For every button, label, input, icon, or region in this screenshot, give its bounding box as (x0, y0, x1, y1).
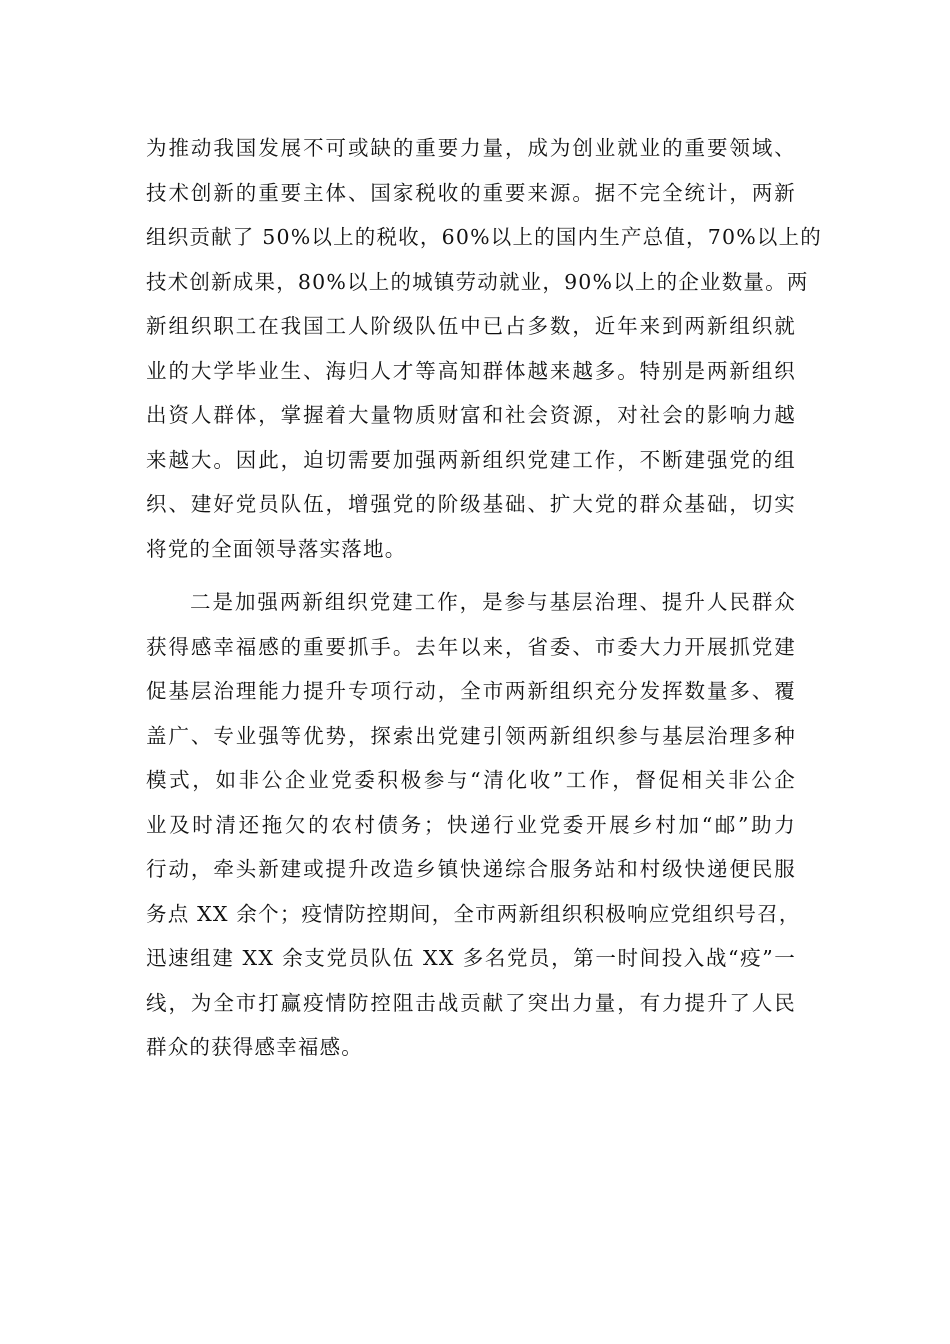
text-line: 促基层治理能力提升专项行动，全市两新组织充分发挥数量多、覆 (146, 679, 796, 703)
text-line: 务点 XX 余个；疫情防控期间，全市两新组织积极响应党组织号召， (146, 901, 801, 926)
text-line: 技术创新成果，80%以上的城镇劳动就业，90%以上的企业数量。两 (146, 269, 809, 294)
text-line: 技术创新的重要主体、国家税收的重要来源。据不完全统计，两新 (146, 180, 796, 205)
paragraph-1 (146, 126, 823, 571)
text-line: 盖广、专业强等优势，探索出党建引领两新组织参与基层治理多种 (146, 723, 796, 748)
document-body (146, 126, 823, 1070)
text-line: 为推动我国发展不可或缺的重要力量，成为创业就业的重要领域、 (146, 136, 796, 160)
text-line: 迅速组建 XX 余支党员队伍 XX 多名党员，第一时间投入战“疫”一 (146, 946, 796, 970)
text-line: 群众的获得感幸福感。 (146, 1035, 363, 1059)
text-line: 二是加强两新组织党建工作，是参与基层治理、提升人民群众 (190, 590, 796, 614)
text-line: 来越大。因此，迫切需要加强两新组织党建工作，不断建强党的组 (146, 447, 796, 472)
text-line: 将党的全面领导落实落地。 (146, 536, 407, 561)
text-line: 业的大学毕业生、海归人才等高知群体越来越多。特别是两新组织 (146, 358, 796, 383)
text-line: 模式，如非公企业党委积极参与“清化收”工作，督促相关非公企 (146, 768, 796, 792)
text-line: 业及时清还拖欠的农村债务；快递行业党委开展乡村加“邮”助力 (146, 812, 796, 837)
paragraph-2 (146, 580, 801, 1070)
text-line: 获得感幸福感的重要抓手。去年以来，省委、市委大力开展抓党建 (146, 634, 796, 659)
text-line: 出资人群体，掌握着大量物质财富和社会资源，对社会的影响力越 (146, 403, 796, 427)
text-line: 新组织职工在我国工人阶级队伍中已占多数，近年来到两新组织就 (146, 314, 796, 338)
text-line: 行动，牵头新建或提升改造乡镇快递综合服务站和村级快递便民服 (146, 857, 796, 881)
text-line: 线，为全市打赢疫情防控阻击战贡献了突出力量，有力提升了人民 (146, 990, 796, 1015)
text-line: 组织贡献了 50%以上的税收，60%以上的国内生产总值，70%以上的 (146, 225, 823, 249)
text-line: 织、建好党员队伍，增强党的阶级基础、扩大党的群众基础，切实 (146, 492, 796, 516)
